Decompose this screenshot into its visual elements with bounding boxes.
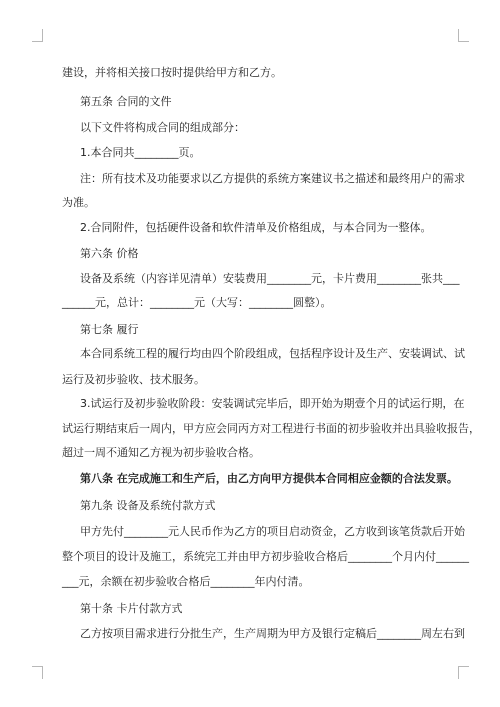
paragraph-line: 1.本合同共________页。 — [80, 146, 201, 159]
paragraph-line: 试运行期结束后一周内，甲方应会同丙方对工程进行书面的初步验收并出具验收报告， — [62, 422, 480, 435]
paragraph-line: 运行及初步验收、技术服务。 — [62, 373, 205, 386]
paragraph-line: 以下文件将构成合同的组成部分： — [80, 121, 245, 134]
paragraph-line: 第七条 履行 — [80, 323, 139, 336]
crop-mark-bottom-right — [458, 666, 469, 679]
paragraph-line: 本合同系统工程的履行均由四个阶段组成，包括程序设计及生产、安装调试、试 — [80, 347, 465, 360]
paragraph-line: 整个项目的设计及施工，系统完工并由甲方初步验收合格后________个月内付______ — [62, 550, 469, 563]
paragraph-line: 第六条 价格 — [80, 247, 139, 260]
paragraph-line: 第九条 设备及系统付款方式 — [80, 499, 216, 512]
paragraph-line: 为准。 — [62, 196, 95, 209]
paragraph-line: 3.试运行及初步验收阶段：安装调试完毕后，即开始为期壹个月的试运行期，在 — [80, 397, 465, 410]
paragraph-line: 甲方先付________元人民币作为乙方的项目启动资金，乙方收到该笔货款后开始 — [80, 525, 465, 538]
paragraph-line: 2.合同附件，包括硬件设备和软件清单及价格组成，与本合同为一整体。 — [80, 221, 432, 234]
crop-mark-top-right — [458, 29, 469, 42]
paragraph-line: ___元，余额在初步验收合格后________年内付清。 — [62, 575, 310, 588]
paragraph-line: 第八条 在完成施工和生产后，由乙方向甲方提供本合同相应金额的合法发票。 — [80, 472, 458, 485]
paragraph-line: 设备及系统（内容详见清单）安装费用________元，卡片费用________张共___ — [80, 272, 460, 285]
paragraph-line: 第十条 卡片付款方式 — [80, 602, 183, 615]
paragraph-line: 超过一周不通知乙方视为初步验收合格。 — [62, 446, 260, 459]
paragraph-line: 乙方按项目需求进行分批生产，生产周期为甲方及银行定稿后________周左右到 — [80, 627, 465, 640]
paragraph-line: 注：所有技术及功能要求以乙方提供的系统方案建议书之描述和最终用户的需求 — [80, 172, 465, 185]
crop-mark-bottom-left — [32, 666, 43, 679]
paragraph-line: 建设，并将相关接口按时提供给甲方和乙方。 — [62, 66, 282, 79]
paragraph-line: ______元，总计：________元（大写：________圆整）。 — [62, 296, 332, 309]
crop-mark-top-left — [32, 29, 43, 42]
paragraph-line: 第五条 合同的文件 — [80, 95, 172, 108]
